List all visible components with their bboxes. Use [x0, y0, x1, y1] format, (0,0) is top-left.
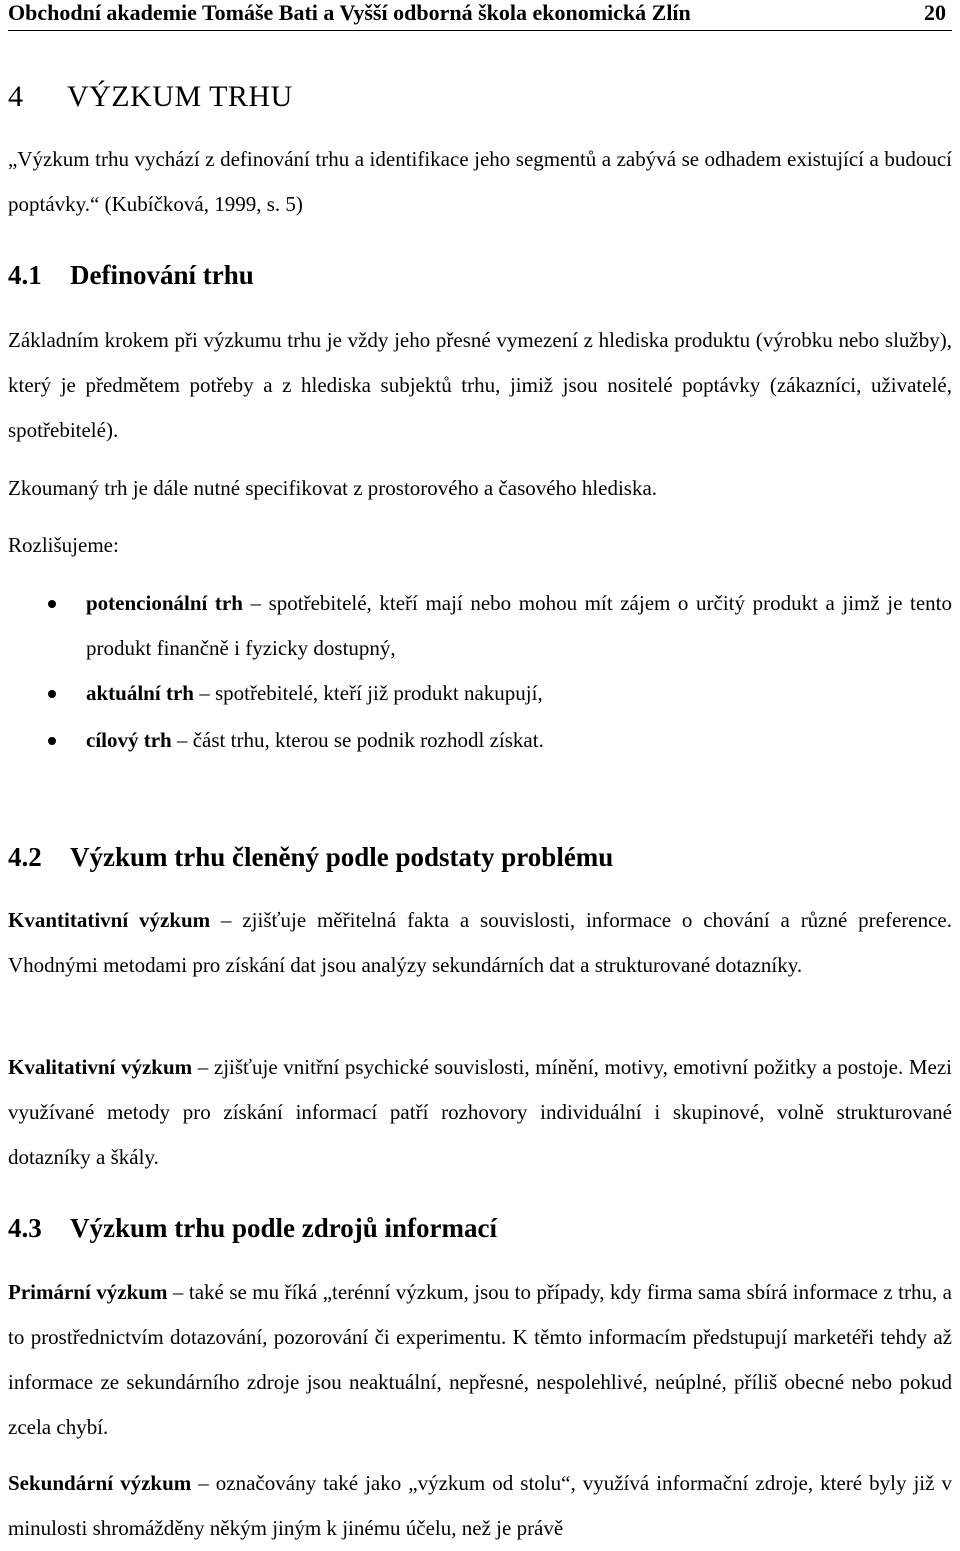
list-item-text: – část trhu, kterou se podnik rozhodl získat. [171, 728, 544, 752]
list-item-term: cílový trh [86, 728, 172, 752]
quantitative-research-term: Kvantitativní výzkum [8, 908, 211, 932]
secondary-research-paragraph [8, 1461, 952, 1551]
list-item-text: – spotřebitelé, kteří již produkt nakupují, [193, 681, 543, 705]
bullet-icon [48, 600, 56, 608]
qualitative-research-term: Kvalitativní výzkum [8, 1055, 193, 1079]
page-header [8, 0, 952, 31]
section-4-1-paragraph-2: Zkoumaný trh je dále nutné specifikovat z prostorového a časového hlediska. [8, 476, 658, 500]
section-4-2-number: 4.2 [8, 842, 42, 872]
bullet-icon [48, 737, 56, 745]
bullet-icon [48, 690, 56, 698]
section-4-3-number: 4.3 [8, 1213, 42, 1243]
section-4-3-heading [8, 1213, 497, 1244]
section-4-2-heading [8, 842, 613, 873]
quantitative-research-paragraph [8, 898, 952, 988]
primary-research-text: – také se mu říká „terénní výzkum, jsou to případy, kdy firma sama sbírá informace z trhu, a to prostřednictvím dotazování, pozorování či experimentu. K těmto informacím předstupují marketéři tehdy až informace ze sekundárního zdroje jsou neaktuální, nepřesné, nespolehlivé, neúplné, příliš obecné nebo pokud zcela chybí. [8, 1280, 953, 1439]
secondary-research-text: – označovány také jako „výzkum od stolu“, využívá informační zdroje, které byly již v minulosti shromážděny někým jiným k jinému účelu, než je právě [8, 1471, 952, 1540]
quantitative-research-text: – zjišťuje měřitelná fakta a souvislosti, informace o chování a různé preference. Vhodnými metodami pro získání dat jsou analýzy sekundárních dat a strukturované dotazníky. [8, 908, 952, 977]
header-page-number: 20 [924, 0, 946, 25]
section-4-1-title: Definování trhu [70, 260, 254, 290]
section-4-1-paragraph: Základním krokem při výzkumu trhu je vždy jeho přesné vymezení z hlediska produktu (výrobku nebo služby), který je předmětem potřeby a z hlediska subjektů trhu, jimiž jsou nositelé poptávky (zákazníci, uživatelé, spotřebitelé). [8, 328, 952, 442]
primary-research-paragraph [8, 1270, 952, 1450]
chapter-intro-quote: „Výzkum trhu vychází z definování trhu a identifikace jeho segmentů a zabývá se odhadem existující a budoucí poptávky.“ (Kubíčková, 1999, s. 5) [8, 147, 952, 216]
list-item-text: – spotřebitelé, kteří mají nebo mohou mít zájem o určitý produkt a jimž je tento produkt finančně i fyzicky dostupný, [86, 591, 952, 660]
section-4-3-title: Výzkum trhu podle zdrojů informací [70, 1213, 498, 1243]
list-item-term: aktuální trh [86, 681, 194, 705]
qualitative-research-paragraph [8, 1045, 952, 1180]
header-school-name: Obchodní akademie Tomáše Bati a Vyšší odborná škola ekonomická Zlín [8, 0, 691, 25]
primary-research-term: Primární výzkum [8, 1280, 168, 1304]
section-4-1-number: 4.1 [8, 260, 42, 290]
section-4-1-heading [8, 260, 254, 291]
chapter-number: 4 [8, 80, 24, 113]
qualitative-research-text: – zjišťuje vnitřní psychické souvislosti, mínění, motivy, emotivní požitky a postoje. Mezi využívané metody pro získání informací patří rozhovory individuální i skupinové, volně strukturované dotazníky a škály. [8, 1055, 952, 1169]
section-4-1-paragraph-3: Rozlišujeme: [8, 533, 119, 557]
chapter-heading [8, 80, 293, 114]
secondary-research-term: Sekundární výzkum [8, 1471, 192, 1495]
list-item-term: potencionální trh [86, 591, 243, 615]
chapter-title: VÝZKUM TRHU [66, 80, 293, 113]
section-4-2-title: Výzkum trhu členěný podle podstaty problému [70, 842, 614, 872]
